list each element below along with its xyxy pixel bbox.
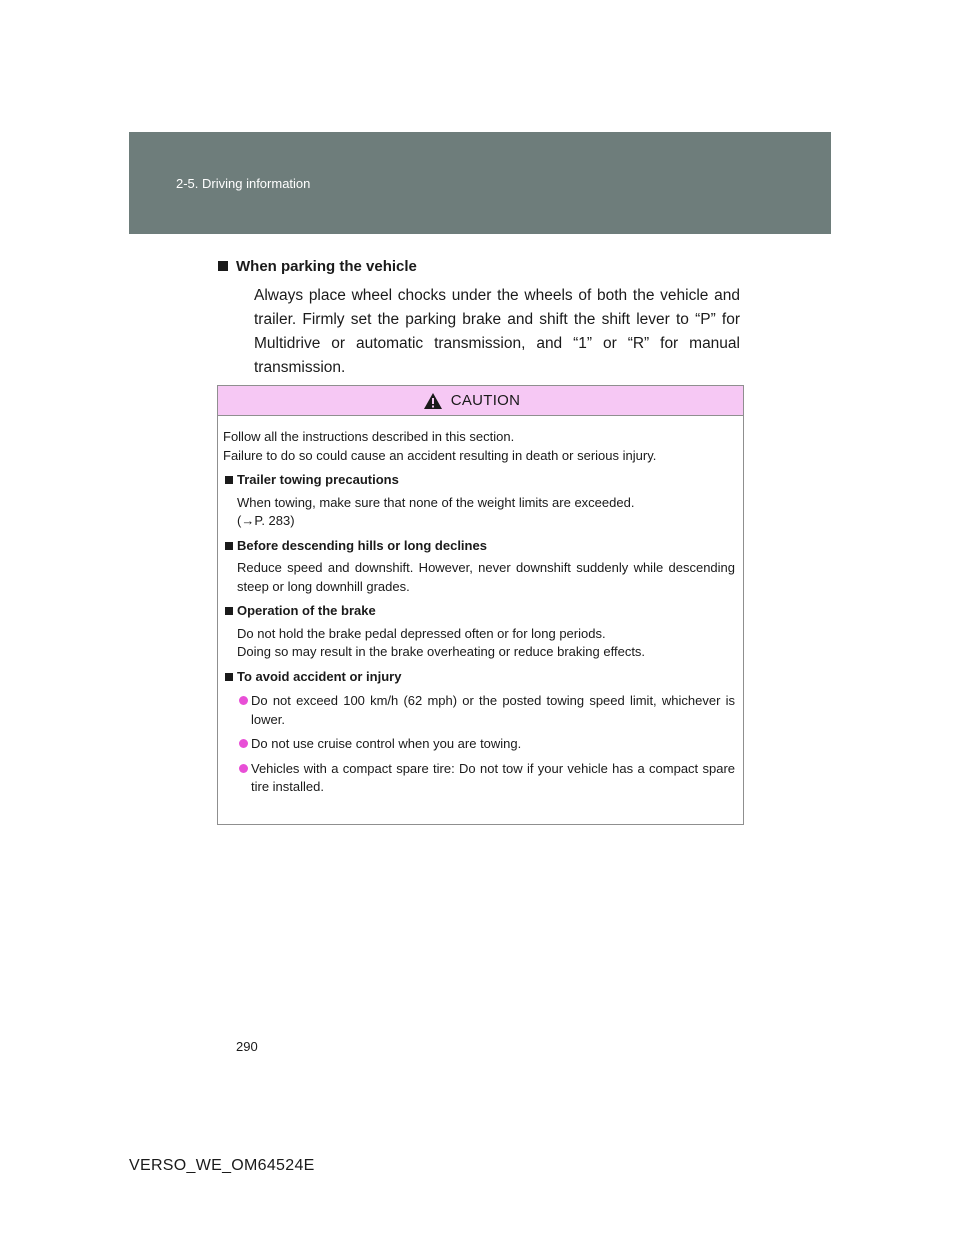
caution-item-line: Doing so may result in the brake overheating or reduce braking effects.	[237, 644, 646, 659]
caution-intro-line: Follow all the instructions described in this section.	[223, 429, 515, 444]
caution-item-heading	[223, 537, 735, 556]
caution-item-trailer-towing	[223, 471, 735, 531]
section-body: Always place wheel chocks under the wheels of both the vehicle and trailer. Firmly set the parking brake and shift the shift lever to “P” for Multidrive or automatic transmission, and “1” or “R” for manual transmission.	[254, 287, 740, 376]
bullet-item	[237, 760, 735, 797]
caution-item-heading	[223, 668, 735, 687]
bullet-item	[237, 735, 735, 754]
caution-item-brake	[223, 602, 735, 662]
document-code: VERSO_WE_OM64524E	[129, 1157, 315, 1174]
section-heading	[218, 256, 722, 278]
caution-item-line: When towing, make sure that none of the weight limits are exceeded.	[237, 494, 635, 510]
caution-header	[218, 386, 743, 416]
square-bullet-icon	[225, 607, 233, 615]
caution-item-heading-text: Operation of the brake	[237, 603, 376, 618]
caution-box	[217, 385, 744, 825]
caution-intro-line: Failure to do so could cause an accident resulting in death or serious injury.	[223, 447, 657, 463]
bullet-item-text: Vehicles with a compact spare tire: Do not tow if your vehicle has a compact spare tire installed.	[251, 760, 735, 794]
caution-title: CAUTION	[450, 392, 521, 409]
caution-item-heading-text: Trailer towing precautions	[237, 472, 399, 487]
bullet-dot-icon	[239, 739, 248, 748]
section-title: 2-5. Driving information	[176, 176, 311, 191]
bullet-dot-icon	[239, 764, 248, 773]
caution-item-avoid-accident	[223, 668, 735, 797]
caution-item-descending-hills	[223, 537, 735, 597]
caution-item-heading	[223, 471, 735, 490]
section-heading-text: When parking the vehicle	[236, 258, 417, 275]
bullet-item-text: Do not exceed 100 km/h (62 mph) or the posted towing speed limit, whichever is lower.	[251, 693, 735, 727]
square-bullet-icon	[225, 673, 233, 681]
square-bullet-icon	[218, 261, 228, 271]
caution-item-heading-text: Before descending hills or long declines	[237, 537, 487, 553]
bullet-item	[237, 692, 735, 729]
bullet-dot-icon	[239, 696, 248, 705]
caution-content	[218, 416, 743, 797]
caution-item-heading-text: To avoid accident or injury	[237, 668, 402, 684]
caution-item-heading	[223, 602, 735, 621]
square-bullet-icon	[225, 542, 233, 550]
parking-section	[236, 256, 740, 380]
page-reference: (→P. 283)	[237, 513, 295, 528]
bullet-item-text: Do not use cruise control when you are towing.	[251, 736, 522, 751]
caution-item-line: Do not hold the brake pedal depressed often or for long periods.	[237, 625, 606, 641]
caution-item-text	[237, 494, 735, 531]
warning-triangle-icon	[423, 392, 443, 410]
square-bullet-icon	[225, 476, 233, 484]
caution-item-text	[237, 625, 735, 662]
caution-item-text: Reduce speed and downshift. However, never downshift suddenly while descending steep or long downhill grades.	[237, 560, 735, 594]
page-number: 290	[236, 1039, 258, 1054]
